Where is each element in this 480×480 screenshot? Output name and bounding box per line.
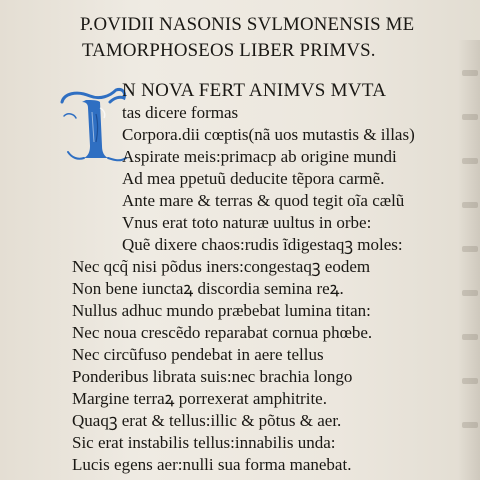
text-line: Lucis egens aer:nulli sua forma manebat. xyxy=(72,455,352,474)
text-line: Margine terraꝝ porrexerat amphitrite. xyxy=(72,389,327,408)
text-line: Aspirate meis:primacp ab origine mundi xyxy=(122,147,397,166)
title-line-1: P.OVIDII NASONIS SVLMONENSIS ME xyxy=(80,14,415,35)
text-line: Non bene iunctaꝝ discordia semina reꝝ. xyxy=(72,279,344,298)
text-line: Vnus erat toto naturæ uultus in orbe: xyxy=(122,213,372,232)
title-line-2: TAMORPHOSEOS LIBER PRIMVS. xyxy=(81,40,376,61)
initial-stem xyxy=(82,100,108,158)
text-line: Nec circũfuso pendebat in aere tellus xyxy=(72,345,324,364)
illuminated-initial-icon xyxy=(56,86,132,166)
text-line: Nec qcq̃ nisi põdus iners:congestaqꝫ eodem xyxy=(72,257,371,276)
text-line: Ante mare & terras & quod tegit oĩa cælũ xyxy=(122,191,405,210)
text-line: tas dicere formas xyxy=(122,103,239,122)
text-line: Corpora.dii cœptis(nã uos mutastis & illas) xyxy=(122,125,415,144)
text-line: Nec noua crescẽdo reparabat cornua phœbe. xyxy=(72,323,373,342)
text-line: N NOVA FERT ANIMVS MVTA xyxy=(122,80,387,101)
text-line: Ad mea ppetuũ deducite tẽpora carmẽ. xyxy=(122,169,385,188)
text-line: Sic erat instabilis tellus:innabilis unda: xyxy=(72,433,336,452)
text-line: Ponderibus librata suis:nec brachia longo xyxy=(72,367,353,386)
text-line: Nullus adhuc mundo præbebat lumina titan: xyxy=(72,301,371,320)
book-title xyxy=(80,12,476,64)
text-line: Quaqꝫ erat & tellus:illic & põtus & aer. xyxy=(72,411,342,430)
text-line: Quẽ dixere chaos:rudis ĩdigestaqꝫ moles: xyxy=(122,235,403,254)
initial-flourish-top xyxy=(62,89,125,102)
facing-page-edge xyxy=(458,40,480,480)
